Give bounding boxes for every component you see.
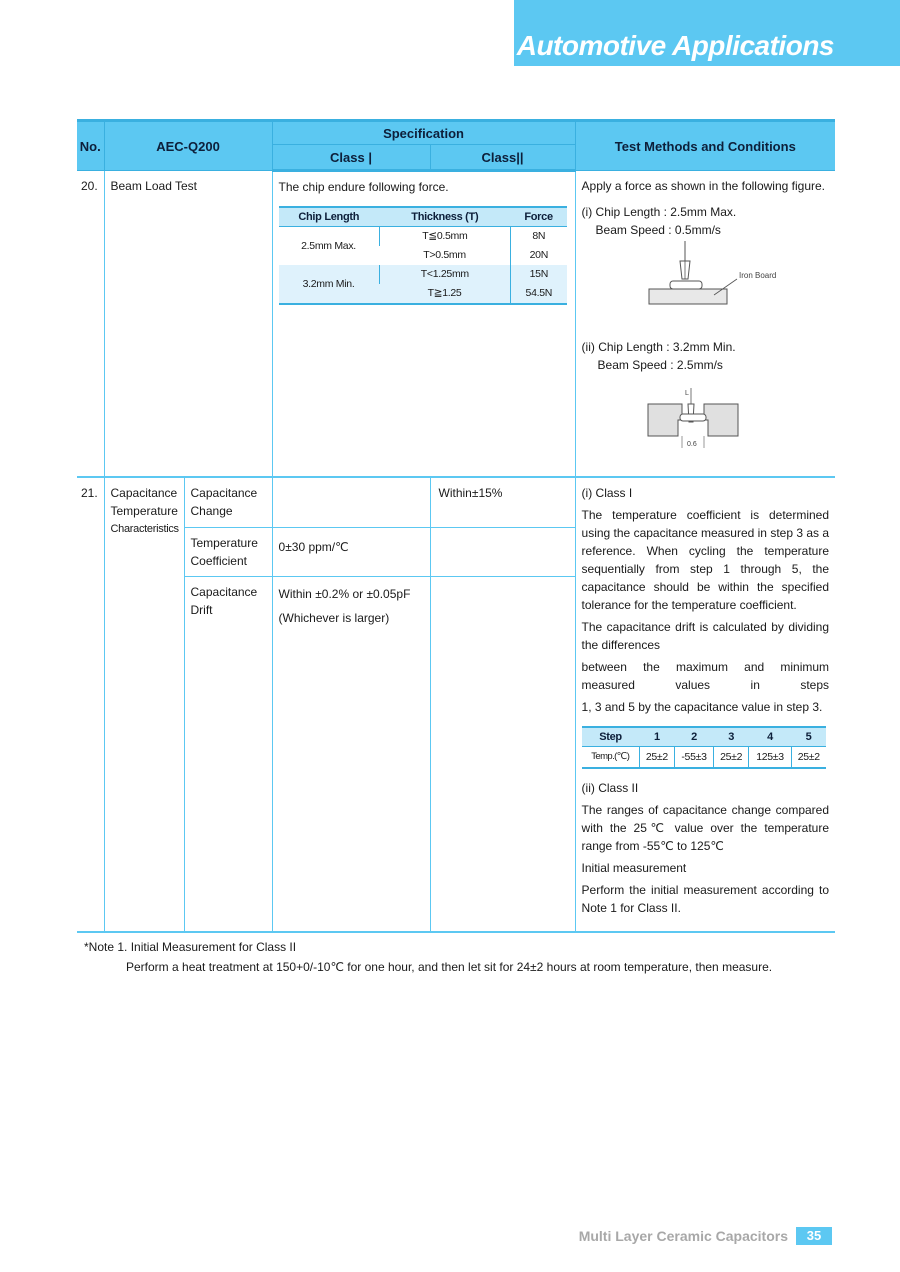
test-name: Beam Load Test [104, 171, 272, 477]
sub-item-line: Capacitance [190, 585, 258, 599]
header-banner [514, 0, 900, 66]
temp-label: Temp.(℃) [582, 746, 640, 768]
step-header: Step [582, 727, 640, 747]
footnote-body: Perform a heat treatment at 150+0/-10℃ for one hour, and then let sit for 24±2 hours at room temperature, then measure. [126, 960, 773, 974]
header-specification: Specification [272, 121, 575, 145]
test-name-line: Characteristics [110, 522, 179, 535]
class2-value: Within±15% [430, 477, 575, 528]
force-col-header: Force [511, 207, 567, 227]
beam-load-figure-1 [582, 239, 822, 319]
spec-cell [272, 171, 575, 477]
sub-item-line: Capacitance [190, 485, 258, 500]
force-col-header: Thickness (T) [379, 207, 511, 227]
force-cell: 54.5N [511, 284, 567, 304]
chip-length-cell: 2.5mm Max. [301, 239, 356, 252]
thickness-cell: T≧1.25 [379, 284, 511, 304]
method-paragraph: Perform the initial measurement according to Note 1 for Class II. [581, 882, 830, 915]
sub-item-line: Temperature [190, 536, 258, 550]
footnote [84, 937, 772, 977]
footer-text: Multi Layer Ceramic Capacitors [578, 1228, 788, 1244]
temp-value: -55±3 [674, 746, 714, 768]
sub-item-line: Coefficient [190, 554, 247, 568]
force-cell: 15N [511, 265, 567, 284]
force-cell: 20N [511, 246, 567, 265]
case1-title: (i) Chip Length : 2.5mm Max. [581, 205, 737, 219]
beam-load-figure-2 [582, 374, 822, 454]
method-paragraph: The ranges of capacitance change compared with the 25℃ value over the temperature range from -55℃ to 125℃ [581, 802, 830, 853]
step-number: 1 [640, 727, 675, 747]
class2-value [430, 577, 575, 932]
test-name-line: Temperature [110, 503, 178, 518]
test-name-line: Capacitance [110, 485, 178, 500]
method-intro: Apply a force as shown in the following figure. [581, 179, 825, 193]
class1-value-line: (Whichever is larger) [278, 611, 390, 625]
case2-title: (ii) Chip Length : 3.2mm Min. [581, 340, 736, 354]
method-paragraph: between the maximum and minimum measured values in steps [581, 659, 830, 692]
class1-method-title: (i) Class I [581, 485, 633, 500]
spec-text: The chip endure following force. [278, 180, 449, 194]
test-name [104, 477, 184, 932]
header-class1: Class | [272, 145, 430, 171]
method-paragraph: Initial measurement [581, 860, 687, 875]
step-table [582, 726, 826, 769]
banner-title: Automotive Applications [516, 30, 834, 61]
force-cell: 8N [511, 227, 567, 247]
sub-item-label [184, 577, 272, 932]
row-number: 21. [77, 477, 104, 932]
table-row [77, 171, 835, 477]
force-table [279, 206, 567, 305]
figure-gap-label: 0.6 [686, 441, 697, 448]
class2-method-title: (ii) Class II [581, 780, 639, 795]
iron-board-label: Iron Board [738, 271, 776, 280]
method-paragraph: The capacitance drift is calculated by dividing the differences [581, 619, 830, 652]
class1-value [272, 577, 430, 932]
step-number: 4 [748, 727, 791, 747]
table-row [77, 477, 835, 528]
class1-value [272, 477, 430, 528]
thickness-cell: T≦0.5mm [379, 227, 511, 247]
figure-length-label: L [684, 390, 689, 397]
chip-length-cell: 3.2mm Min. [279, 265, 380, 304]
class1-value: 0±30 ppm/℃ [272, 528, 430, 577]
step-number: 3 [714, 727, 749, 747]
sub-item-line: Drift [190, 603, 213, 617]
method-cell [575, 477, 835, 932]
page-footer [579, 1227, 832, 1245]
method-cell [575, 171, 835, 477]
method-paragraph: 1, 3 and 5 by the capacitance value in step 3. [581, 699, 823, 714]
sub-item-label [184, 528, 272, 577]
header-class2: Class|| [430, 145, 575, 171]
thickness-cell: T>0.5mm [423, 249, 466, 261]
case2-speed: Beam Speed : 2.5mm/s [597, 358, 723, 372]
temp-value: 25±2 [640, 746, 675, 768]
step-number: 2 [674, 727, 714, 747]
method-paragraph: The temperature coefficient is determined using the capacitance measured in step 3 as a reference. When cycling the temperature sequentially from step 1 through 5, the capacitance should be within the specified tolerance for the temperature coefficient. [581, 507, 830, 612]
class1-value-line: Within ±0.2% or ±0.05pF [278, 587, 411, 601]
temp-value: 25±2 [714, 746, 749, 768]
header-aec: AEC-Q200 [104, 121, 272, 171]
force-col-header: Chip Length [279, 207, 380, 227]
header-test-methods: Test Methods and Conditions [575, 121, 835, 171]
sub-item-label [184, 477, 272, 528]
thickness-cell: T<1.25mm [379, 265, 511, 284]
row-number: 20. [77, 171, 104, 477]
temp-value: 125±3 [748, 746, 791, 768]
footnote-title: *Note 1. Initial Measurement for Class II [84, 940, 297, 954]
step-number: 5 [792, 727, 826, 747]
sub-item-line: Change [190, 503, 233, 518]
page-number: 35 [796, 1227, 832, 1245]
header-no: No. [77, 121, 104, 171]
temp-value: 25±2 [792, 746, 826, 768]
spec-table [77, 119, 835, 933]
class2-value [430, 528, 575, 577]
case1-speed: Beam Speed : 0.5mm/s [595, 223, 721, 237]
